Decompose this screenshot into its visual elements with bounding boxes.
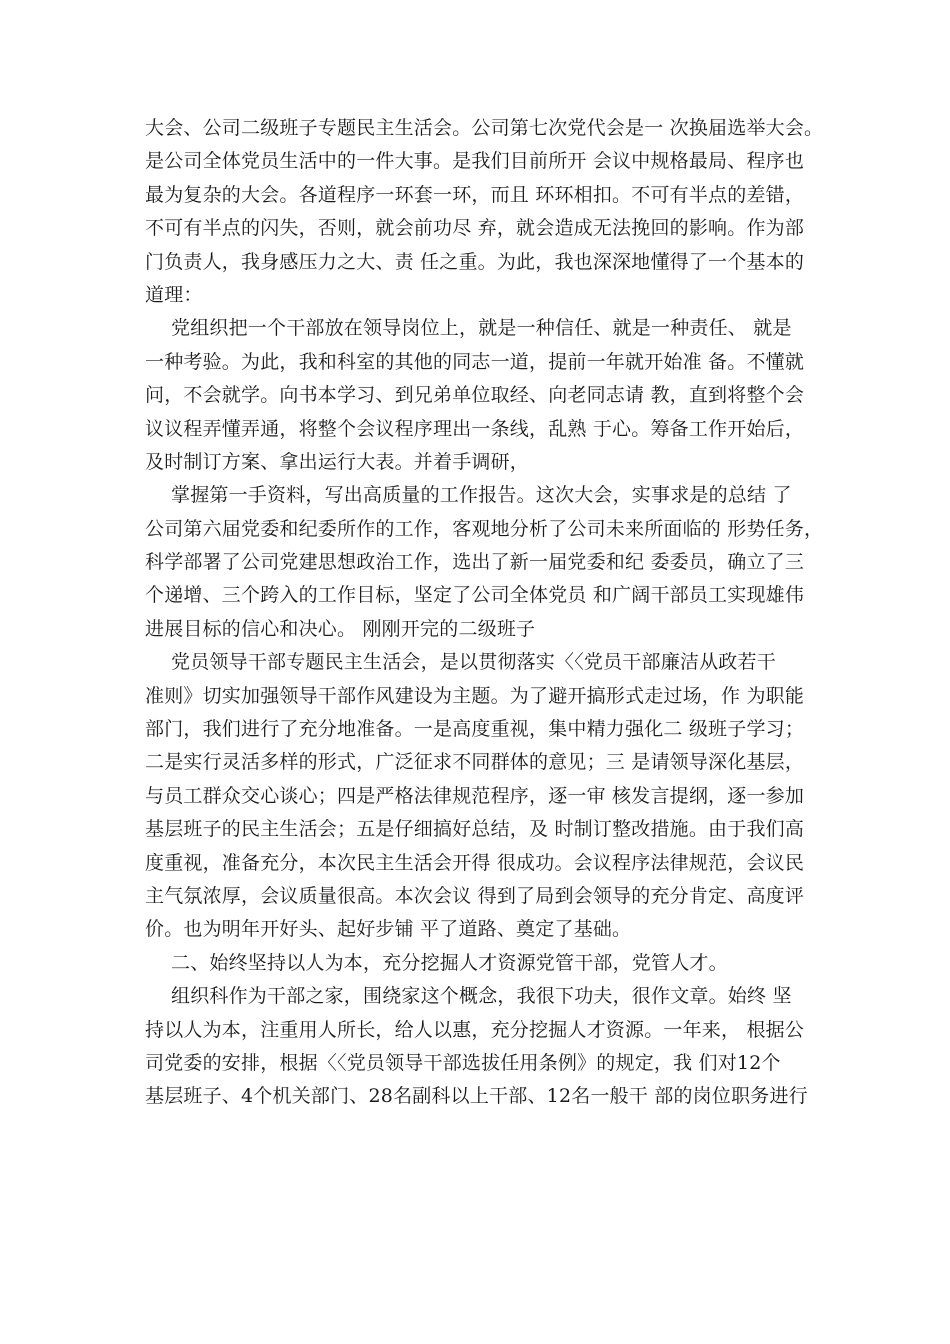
text-line: 是公司全体党员生活中的一件大事。是我们目前所开 会议中规格最局、程序也 bbox=[145, 150, 805, 173]
text-line: 门负责人，我身感压力之大、责 任之重。为此，我也深深地懂得了一个基本的 bbox=[145, 250, 805, 273]
text-line: 进展目标的信心和决心。 刚刚开完的二级班子 bbox=[145, 617, 536, 640]
text-line: 司党委的安排，根据〈〈党员领导干部选拔任用条例》的规定，我 们对12个 bbox=[145, 1051, 781, 1074]
text-line: 大会、公司二级班子专题民主生活会。公司第七次党代会是一 次换届选举大会。 bbox=[145, 117, 824, 139]
text-line: 问，不会就学。向书本学习、到兄弟单位取经、向老同志请 教，直到将整个会 bbox=[145, 384, 805, 407]
text-line: 准则》切实加强领导干部作风建设为主题。为了避开搞形式走过场，作 为职能 bbox=[145, 684, 805, 707]
text-line: 及时制订方案、拿出运行大表。并着手调研， bbox=[145, 450, 530, 473]
text-line: 二是实行灵活多样的形式，广泛征求不同群体的意见；三 是请领导深化基层， bbox=[145, 751, 805, 774]
text-line: 二、始终坚持以人为本，充分挖掘人才资源党管干部，党管人才。 bbox=[171, 951, 728, 974]
text-line: 道理： bbox=[145, 283, 203, 306]
text-line: 掌握第一手资料，写出高质量的工作报告。这次大会，实事求是的总结 了 bbox=[171, 484, 792, 507]
text-line: 一种考验。为此，我和科室的其他的同志一道，提前一年就开始准 备。不懂就 bbox=[145, 350, 805, 373]
text-line: 基层班子的民主生活会；五是仔细搞好总结，及 时制订整改措施。由于我们高 bbox=[145, 818, 805, 841]
text-line: 价。也为明年开好头、起好步铺 平了道路、奠定了基础。 bbox=[145, 918, 632, 941]
text-line: 最为复杂的大会。各道程序一环套一环，而且 环环相扣。不可有半点的差错， bbox=[145, 183, 805, 206]
text-line: 党组织把一个干部放在领导岗位上，就是一种信任、就是一种责任、 就是 bbox=[171, 317, 792, 340]
text-line: 党员领导干部专题民主生活会，是以贯彻落实〈〈党员干部廉洁从政若干 bbox=[171, 651, 776, 674]
text-line: 个递增、三个跨入的工作目标，坚定了公司全体党员 和广阔干部员工实现雄伟 bbox=[145, 584, 805, 607]
text-line: 持以人为本，注重用人所长，给人以惠，充分挖掘人才资源。一年来， 根据公 bbox=[145, 1018, 805, 1041]
text-line: 基层班子、4个机关部门、28名副科以上干部、12名一般干 部的岗位职务进行 bbox=[145, 1085, 808, 1108]
text-line: 不可有半点的闪失，否则，就会前功尽 弃，就会造成无法挽回的影响。作为部 bbox=[145, 217, 805, 240]
text-line: 科学部署了公司党建思想政治工作，选出了新一届党委和纪 委委员，确立了三 bbox=[145, 551, 805, 574]
text-line: 度重视，准备充分，本次民主生活会开得 很成功。会议程序法律规范，会议民 bbox=[145, 851, 805, 874]
document-body bbox=[145, 112, 825, 1114]
text-line: 主气氛浓厚，会议质量很高。本次会议 得到了局到会领导的充分肯定、高度评 bbox=[145, 884, 805, 907]
text-line: 部门，我们进行了充分地准备。一是高度重视，集中精力强化二 级班子学习； bbox=[145, 718, 805, 741]
text-line: 议议程弄懂弄通，将整个会议程序理出一条线，乱熟 于心。筹备工作开始后， bbox=[145, 417, 805, 440]
text-line: 公司第六届党委和纪委所作的工作，客观地分析了公司未来所面临的 形势任务， bbox=[145, 517, 824, 540]
text-line: 组织科作为干部之家，围绕家这个概念，我很下功夫，很作文章。始终 坚 bbox=[171, 985, 792, 1008]
text-line: 与员工群众交心谈心；四是严格法律规范程序，逐一审 核发言提纲，逐一参加 bbox=[145, 784, 805, 807]
